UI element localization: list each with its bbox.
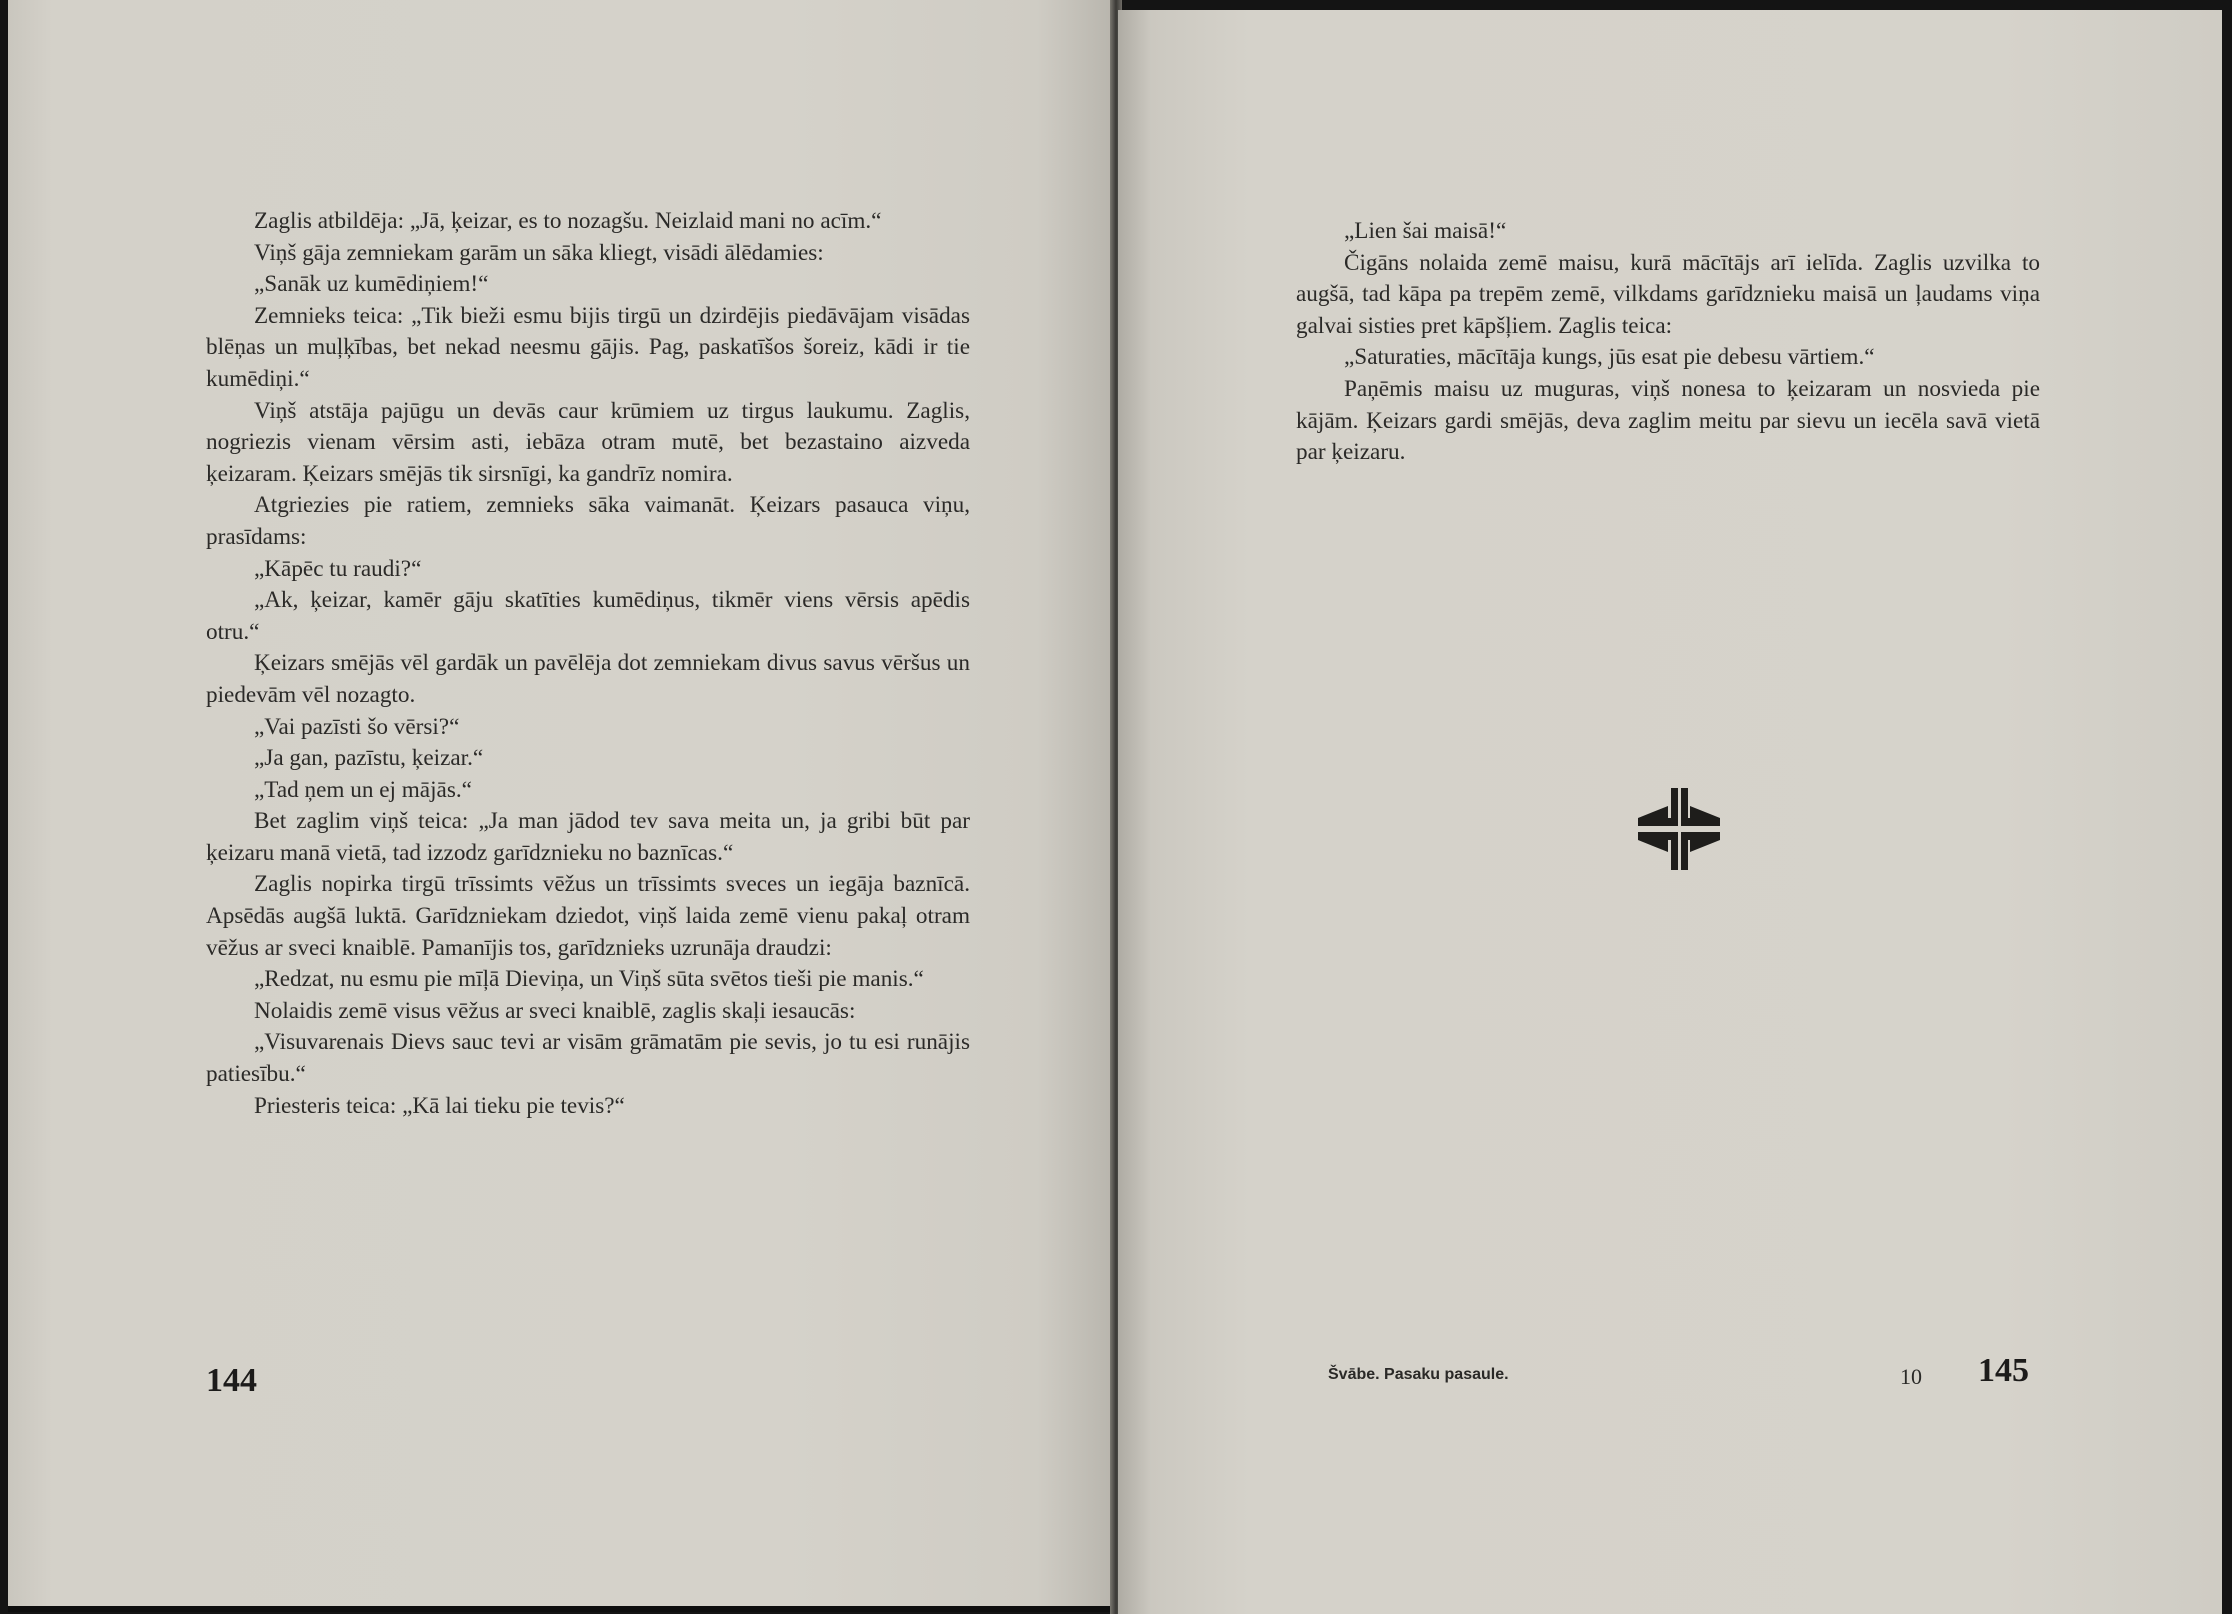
paragraph: „Visuvarenais Dievs sauc tevi ar visām grāmatām pie sevis, jo tu esi runājis patiesību.“ — [206, 1029, 970, 1088]
paragraph: „Kāpēc tu raudi?“ — [254, 555, 422, 582]
paragraph: Zaglis nopirka tirgū trīssimts vēžus un trīssimts sveces un iegāja baznīcā. Apsēdās augšā luktā. Garīdzniekam dziedot, viņš laida zemē vienu pakaļ otram vēžus ar sveci knaiblē. Pamanījis tos, garīdznieks uzrunāja draudzi: — [206, 871, 970, 961]
paragraph: Bet zaglim viņš teica: „Ja man jādod tev sava meita un, ja gribi būt par ķeizaru manā vietā, tad izzodz garīdznieku no baznīcas.“ — [206, 808, 970, 866]
paragraph: Nolaidis zemē visus vēžus ar sveci knaiblē, zaglis skaļi iesaucās: — [254, 997, 856, 1024]
right-page-text — [1296, 216, 2040, 469]
paragraph: Zemnieks teica: „Tik bieži esmu bijis tirgū un dzirdējis piedāvājam visādas blēņas un muļķības, bet nekad neesmu gājis. Pag, paskatīšos šoreiz, kādi ir tie kumēdiņi.“ — [206, 302, 970, 392]
paragraph: „Ak, ķeizar, kamēr gāju skatīties kumēdiņus, tikmēr viens vērsis apēdis otru.“ — [206, 587, 970, 645]
cross-ornament-icon — [1638, 788, 1720, 870]
paragraph: Viņš gāja zemniekam garām un sāka kliegt, visādi ālēdamies: — [254, 239, 824, 266]
paragraph: „Vai pazīsti šo vērsi?“ — [254, 713, 460, 740]
signature-number: 10 — [1900, 1364, 1922, 1389]
paragraph: „Redzat, nu esmu pie mīļā Dieviņa, un Viņš sūta svētos tieši pie manis.“ — [254, 966, 924, 993]
paragraph: Priesteris teica: „Kā lai tieku pie tevis?“ — [254, 1092, 625, 1119]
paragraph: Ķeizars smējās vēl gardāk un pavēlēja dot zemniekam divus savus vēršus un piedevām vēl nozagto. — [206, 650, 970, 708]
right-page — [1118, 10, 2222, 1614]
paragraph: Atgriezies pie ratiem, zemnieks sāka vaimanāt. Ķeizars pasauca viņu, prasīdams: — [206, 492, 970, 550]
footer-signature: Švābe. Pasaku pasaule. — [1328, 1366, 1509, 1383]
left-page-text — [206, 206, 970, 1122]
right-page-number: 145 — [1978, 1352, 2029, 1389]
left-page — [8, 0, 1114, 1612]
paragraph: Čigāns nolaida zemē maisu, kurā mācītājs arī ielīda. Zaglis uzvilka to augšā, tad kāpa pa trepēm zemē, vilkdams garīdznieku maisā un ļaudams viņa galvai sisties pret kāpšļiem. Zaglis teica: — [1296, 249, 2040, 339]
paragraph: Viņš atstāja pajūgu un devās caur krūmiem uz tirgus laukumu. Zaglis, nogriezis vienam vērsim asti, iebāza otram mutē, bet bezastaino aizveda ķeizaram. Ķeizars smējās tik sirsnīgi, ka gandrīz nomira. — [206, 397, 970, 487]
paragraph: „Saturaties, mācītāja kungs, jūs esat pie debesu vārtiem.“ — [1344, 344, 1875, 371]
paragraph: „Tad ņem un ej mājās.“ — [254, 776, 472, 803]
paragraph: Zaglis atbildēja: „Jā, ķeizar, es to nozagšu. Neizlaid mani no acīm.“ — [254, 208, 882, 234]
left-page-number: 144 — [206, 1362, 257, 1399]
paragraph: „Ja gan, pazīstu, ķeizar.“ — [254, 745, 484, 772]
paragraph: „Sanāk uz kumēdiņiem!“ — [254, 271, 489, 298]
paragraph: Paņēmis maisu uz muguras, viņš nonesa to ķeizaram un nosvieda pie kājām. Ķeizars gardi smējās, deva zaglim meitu par sievu un iecēla savā vietā par ķeizaru. — [1296, 375, 2040, 466]
paragraph: „Lien šai maisā!“ — [1344, 218, 1507, 244]
